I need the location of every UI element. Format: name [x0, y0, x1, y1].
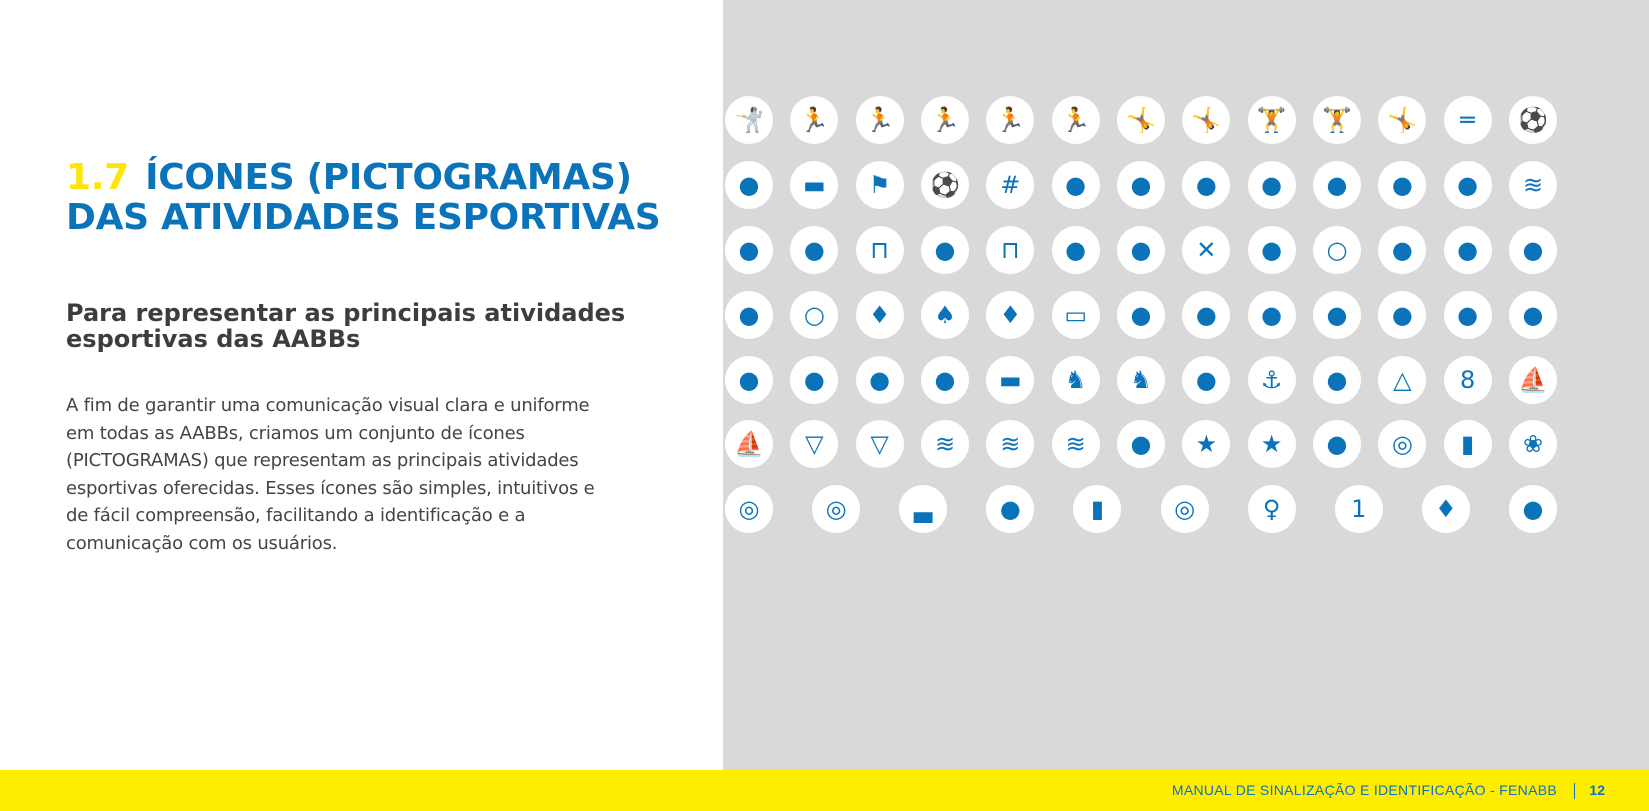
basketball-player-icon: ● [725, 226, 773, 274]
boxer-icon: ● [1509, 291, 1557, 339]
basketball-player-icon: ● [790, 226, 838, 274]
skateboarder-icon: ● [856, 356, 904, 404]
pictogram-grid [723, 0, 1649, 770]
icon-panel [723, 0, 1649, 770]
gymnastics-rings-icon: 🤸 [1117, 96, 1165, 144]
eight-ball-icon: 8 [1444, 356, 1492, 404]
climbing-icon: ● [986, 485, 1034, 533]
basketball-hoop-icon: ⊓ [856, 226, 904, 274]
volleyball-net-icon: # [986, 161, 1034, 209]
karate-icon: ● [1313, 291, 1361, 339]
text-panel [0, 0, 723, 770]
first-place-badge-icon: 1 [1335, 485, 1383, 533]
ballet-icon: ● [1444, 291, 1492, 339]
swimmer-icon: ≋ [1052, 420, 1100, 468]
spade-card-icon: ♠ [921, 291, 969, 339]
swimmer-icon: ≋ [986, 420, 1034, 468]
wrestling-icon: ● [1117, 291, 1165, 339]
soccer-ball-icon: ⚽ [1509, 96, 1557, 144]
footer-divider [1574, 783, 1575, 799]
torch-icon: ♦ [1422, 485, 1470, 533]
table-tennis-icon: ● [1509, 226, 1557, 274]
shuttlecock-icon: ▽ [856, 420, 904, 468]
shuttlecock-icon: ▽ [790, 420, 838, 468]
table-tennis-paddle-icon: ● [1313, 420, 1361, 468]
equestrian-icon: ♞ [1052, 356, 1100, 404]
cyclist-icon: ◎ [1161, 485, 1209, 533]
body-paragraph: A fim de garantir uma comunicação visual clara e uniforme em todas as AABBs, criamos um conjunto de ícones (PICTOGRAMAS) que representam as principais atividades esportivas oferecidas. Esses ícones são simples, intuitivos e de fácil compreensão, facilitando a identificação e a comunicação com os usuários. [66, 395, 595, 554]
playing-card-icon: ♦ [856, 291, 904, 339]
podium-winner-icon: ▮ [1444, 420, 1492, 468]
section-subtitle: Para representar as principais atividades esportivas das AABBs [66, 299, 626, 353]
fishing-icon: ⚓ [1248, 356, 1296, 404]
volleyball-player-icon: ● [1248, 161, 1296, 209]
basketball-hoop-icon: ⊓ [986, 226, 1034, 274]
volleyball-player-icon: ● [1052, 161, 1100, 209]
footer-bar [0, 770, 1649, 811]
section-title-text: ÍCONES (PICTOGRAMAS) DAS ATIVIDADES ESPORTIVAS [66, 157, 661, 238]
diamond-card-icon: ♦ [986, 291, 1034, 339]
push-up-icon: 🤸 [1378, 96, 1426, 144]
volleyball-player-icon: ● [1117, 161, 1165, 209]
judo-gi-icon: ▭ [1052, 291, 1100, 339]
celebrating-athlete-icon: ♀ [1248, 485, 1296, 533]
runner-icon: 🏃 [790, 96, 838, 144]
badminton-racket-icon: ○ [790, 291, 838, 339]
volleyball-player-icon: ● [1313, 161, 1361, 209]
sailboat-icon: ⛵ [725, 420, 773, 468]
dumbbell-icon: ═ [1444, 96, 1492, 144]
award-ribbon-icon: ❀ [1509, 420, 1557, 468]
handball-player-icon: ● [1052, 226, 1100, 274]
whistle-icon: ● [725, 161, 773, 209]
taekwondo-icon: ● [1378, 291, 1426, 339]
section-number: 1.7 [66, 157, 129, 198]
hockey-sticks-icon: ✕ [1182, 226, 1230, 274]
handball-player-icon: ● [1117, 226, 1165, 274]
table-tennis-icon: ● [1444, 226, 1492, 274]
corner-flag-icon: ⚑ [856, 161, 904, 209]
soccer-cleats-icon: ▬ [790, 161, 838, 209]
volleyball-player-icon: ● [1182, 161, 1230, 209]
billiard-balls-icon: △ [1378, 356, 1426, 404]
diver-icon: ● [1117, 420, 1165, 468]
long-jump-icon: 🏃 [1052, 96, 1100, 144]
footer-title: MANUAL DE SINALIZAÇÃO E IDENTIFICAÇÃO - FENABB [1171, 782, 1557, 798]
fencing-icon: 🤺 [725, 96, 773, 144]
medal-icon: ◎ [725, 485, 773, 533]
target-icon: ◎ [812, 485, 860, 533]
skateboarder-icon: ● [921, 356, 969, 404]
bocce-icon: ● [725, 356, 773, 404]
sailboat-icon: ⛵ [1509, 356, 1557, 404]
bowling-icon: ● [790, 356, 838, 404]
weightlifting-icon: 🏋 [1248, 96, 1296, 144]
tennis-racket-icon: ○ [1313, 226, 1361, 274]
badminton-player-icon: ● [725, 291, 773, 339]
tennis-player-icon: ● [1378, 226, 1426, 274]
volleyball-player-icon: ● [1378, 161, 1426, 209]
section-title [66, 158, 666, 238]
trophy-icon: ★ [1182, 420, 1230, 468]
swimmer-icon: ≋ [921, 420, 969, 468]
runner-icon: 🏃 [856, 96, 904, 144]
pull-up-icon: 🤸 [1182, 96, 1230, 144]
beach-volleyball-icon: ≋ [1509, 161, 1557, 209]
page-number: 12 [1589, 782, 1605, 798]
volleyball-players-icon: ● [1444, 161, 1492, 209]
podium-icon: ▃ [899, 485, 947, 533]
punching-bag-icon: ▮ [1073, 485, 1121, 533]
fitness-icon: 🏋 [1313, 96, 1361, 144]
hurdles-icon: 🏃 [921, 96, 969, 144]
boxing-glove-icon: ● [1509, 485, 1557, 533]
wrestling-icon: ● [1182, 291, 1230, 339]
hurdles-icon: 🏃 [986, 96, 1034, 144]
billiards-player-icon: ● [1313, 356, 1361, 404]
medal-icon: ◎ [1378, 420, 1426, 468]
bocce-player-icon: ● [1182, 356, 1230, 404]
bicycle-kick-icon: ⚽ [921, 161, 969, 209]
basketball-players-icon: ● [921, 226, 969, 274]
skateboard-icon: ▬ [986, 356, 1034, 404]
hockey-player-icon: ● [1248, 226, 1296, 274]
martial-arts-icon: ● [1248, 291, 1296, 339]
trophy-icon: ★ [1248, 420, 1296, 468]
horse-rider-icon: ♞ [1117, 356, 1165, 404]
